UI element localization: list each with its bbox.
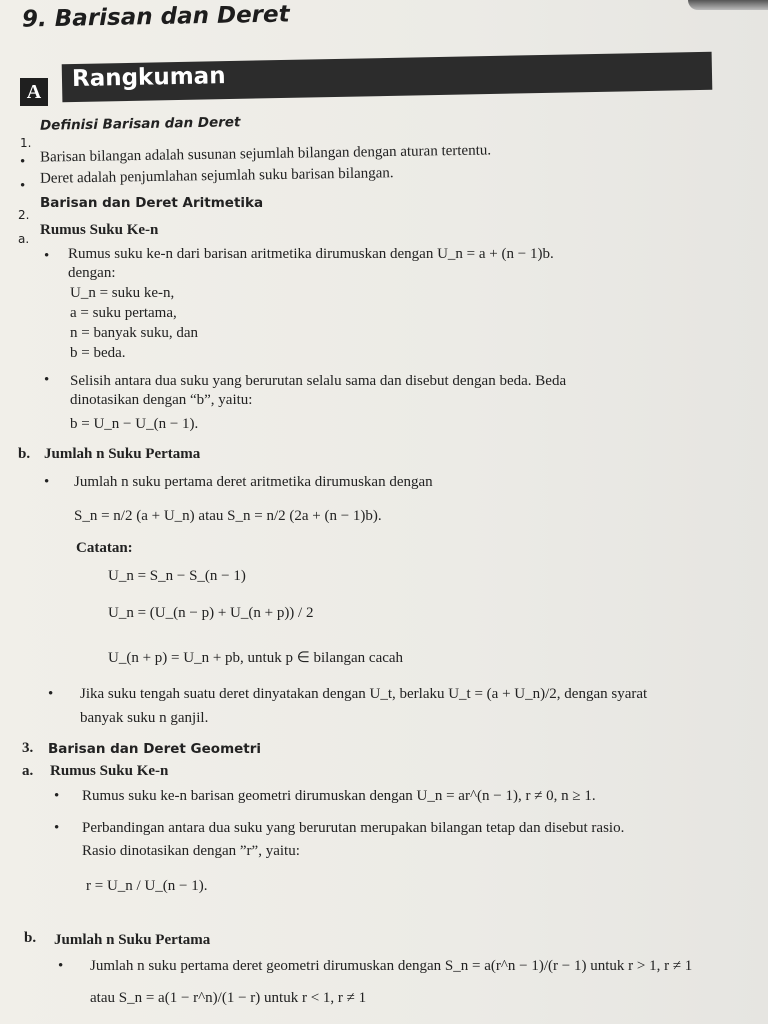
- paragraph: Rasio dinotasikan dengan ”r”, yaitu:: [82, 843, 300, 859]
- formula: S_n = n/2 (a + U_n) atau S_n = n/2 (2a + (n − 1)b).: [74, 508, 382, 524]
- formula: b = U_n − U_(n − 1).: [70, 416, 199, 432]
- sub-heading: Rumus Suku Ke-n: [40, 222, 159, 238]
- sub-heading: Jumlah n Suku Pertama: [44, 446, 201, 462]
- section-heading: Definisi Barisan dan Deret: [39, 114, 241, 134]
- bullet-icon: •: [44, 248, 50, 264]
- bullet-icon: •: [54, 820, 60, 836]
- bullet-icon: •: [44, 474, 50, 490]
- chapter-title: 9. Barisan dan Deret: [21, 1, 290, 33]
- section-header-bar: [62, 52, 713, 102]
- sub-label: b.: [18, 446, 31, 462]
- section-title: Rangkuman: [71, 63, 226, 93]
- paragraph: Barisan bilangan adalah susunan sejumlah bilangan dengan aturan tertentu.: [39, 142, 492, 166]
- item-number: 1.: [20, 136, 32, 150]
- section-heading: Barisan dan Deret Geometri: [48, 741, 262, 757]
- formula: U_n = S_n − S_(n − 1): [108, 568, 246, 584]
- definition-line: U_n = suku ke-n,: [70, 285, 175, 301]
- bullet-icon: •: [44, 372, 50, 388]
- definition-line: a = suku pertama,: [70, 305, 177, 321]
- bullet-icon: •: [20, 154, 26, 170]
- sub-label: a.: [22, 763, 34, 779]
- sub-heading: Jumlah n Suku Pertama: [54, 932, 211, 948]
- paragraph: Rumus suku ke-n dari barisan aritmetika dirumuskan dengan U_n = a + (n − 1)b.: [68, 246, 554, 262]
- paragraph: Perbandingan antara dua suku yang berurutan merupakan bilangan tetap dan disebut rasio.: [82, 820, 625, 836]
- bullet-icon: •: [48, 686, 54, 702]
- bullet-icon: •: [54, 788, 60, 804]
- definition-line: b = beda.: [70, 345, 126, 361]
- paragraph: Rumus suku ke-n barisan geometri dirumuskan dengan U_n = ar^(n − 1), r ≠ 0, n ≥ 1.: [82, 788, 596, 804]
- definition-line: n = banyak suku, dan: [70, 325, 199, 341]
- paragraph: dengan:: [68, 265, 116, 281]
- bullet-icon: •: [58, 958, 64, 974]
- formula: r = U_n / U_(n − 1).: [86, 878, 208, 894]
- note-heading: Catatan:: [76, 540, 133, 556]
- paragraph: dinotasikan dengan “b”, yaitu:: [70, 392, 253, 408]
- formula: U_(n + p) = U_n + pb, untuk p ∈ bilangan cacah: [108, 650, 404, 666]
- item-number: 3.: [22, 740, 34, 756]
- paragraph: Deret adalah penjumlahan sejumlah suku barisan bilangan.: [39, 165, 394, 187]
- section-heading: Barisan dan Deret Aritmetika: [40, 195, 264, 211]
- sub-label: a.: [18, 232, 30, 246]
- paragraph: Jumlah n suku pertama deret geometri dirumuskan dengan S_n = a(r^n − 1)/(r − 1) untuk r > 1, r ≠ 1: [90, 958, 693, 974]
- sub-heading: Rumus Suku Ke-n: [50, 763, 169, 779]
- item-number: 2.: [18, 208, 30, 222]
- paragraph: Selisih antara dua suku yang berurutan selalu sama dan disebut dengan beda. Beda: [70, 373, 567, 389]
- paragraph: atau S_n = a(1 − r^n)/(1 − r) untuk r < 1, r ≠ 1: [90, 990, 367, 1006]
- page-corner-shadow: [688, 0, 768, 10]
- sub-label: b.: [24, 930, 37, 946]
- formula: U_n = (U_(n − p) + U_(n + p)) / 2: [108, 605, 314, 621]
- paragraph: Jika suku tengah suatu deret dinyatakan dengan U_t, berlaku U_t = (a + U_n)/2, dengan syarat: [80, 686, 648, 702]
- bullet-icon: •: [20, 178, 26, 194]
- section-letter-badge: A: [20, 78, 48, 106]
- paragraph: Jumlah n suku pertama deret aritmetika dirumuskan dengan: [74, 474, 433, 490]
- paragraph: banyak suku n ganjil.: [80, 710, 209, 726]
